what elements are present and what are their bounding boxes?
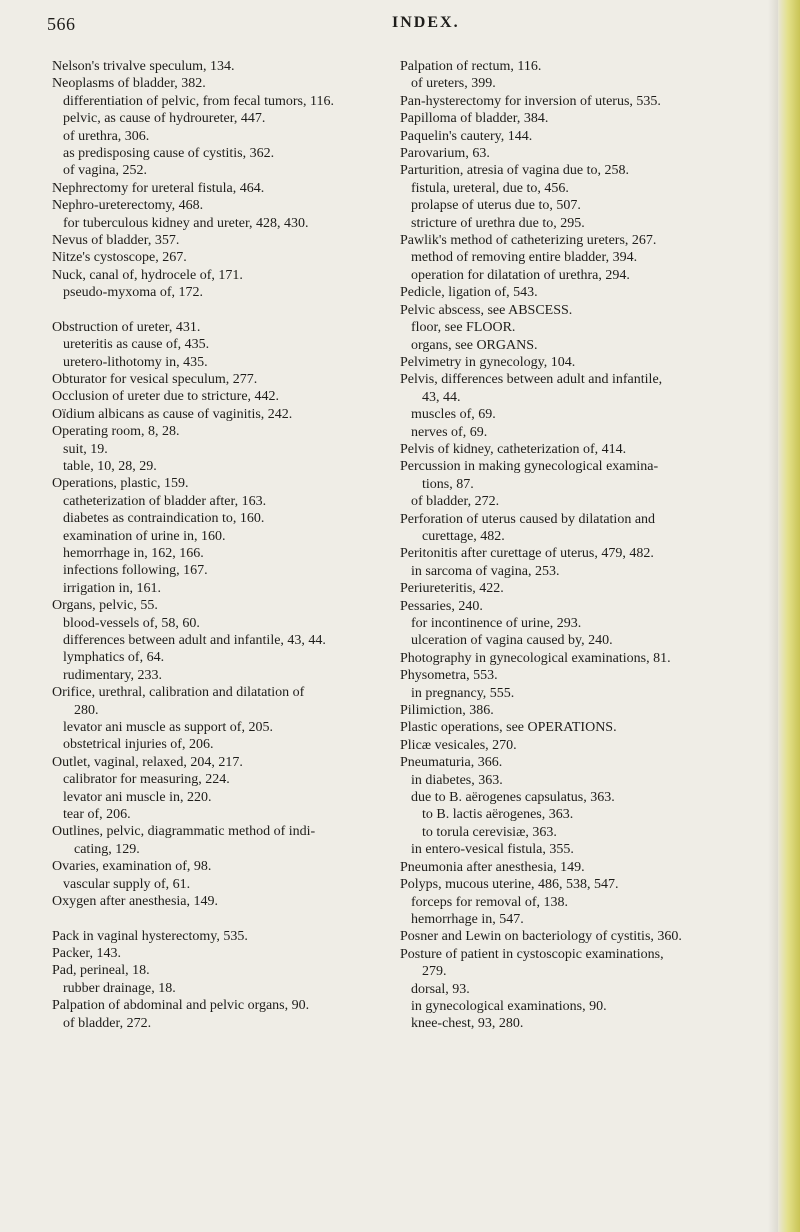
index-entry: organs, see ORGANS.: [411, 337, 538, 353]
index-entry: Pan-hysterectomy for inversion of uterus, 535.: [400, 93, 661, 109]
index-entry: Pneumaturia, 366.: [400, 755, 503, 771]
index-entry: Pilimiction, 386.: [400, 703, 494, 719]
index-entry: Pelvimetry in gynecology, 104.: [400, 354, 576, 370]
index-entry: in pregnancy, 555.: [411, 685, 515, 701]
index-entry: Obturator for vesical speculum, 277.: [52, 371, 258, 387]
index-entry: ureteritis as cause of, 435.: [63, 337, 210, 353]
index-entry: Paquelin's cautery, 144.: [400, 128, 533, 144]
index-entry: Physometra, 553.: [400, 668, 498, 684]
index-entry: 279.: [422, 964, 447, 980]
index-entry: hemorrhage in, 162, 166.: [63, 545, 204, 561]
index-entry: pseudo-myxoma of, 172.: [63, 285, 203, 301]
index-entry: in entero-vesical fistula, 355.: [411, 842, 574, 858]
index-entry: Pelvic abscess, see ABSCESS.: [400, 302, 573, 318]
index-entry: Ovaries, examination of, 98.: [52, 859, 212, 875]
index-entry: levator ani muscle in, 220.: [63, 789, 212, 805]
index-entry: due to B. aërogenes capsulatus, 363.: [411, 790, 615, 806]
index-entry: of urethra, 306.: [63, 128, 150, 144]
index-entry: Pack in vaginal hysterectomy, 535.: [52, 928, 248, 944]
index-entry: vascular supply of, 61.: [63, 876, 191, 892]
index-entry: Palpation of abdominal and pelvic organs, 90.: [52, 998, 310, 1014]
index-entry: for incontinence of urine, 293.: [411, 616, 582, 631]
index-entry: stricture of urethra due to, 295.: [411, 215, 585, 231]
index-entry: differences between adult and infantile, 43, 44.: [63, 633, 326, 648]
index-entry: Pessaries, 240.: [400, 598, 483, 614]
index-entry: examination of urine in, 160.: [63, 528, 226, 544]
index-entry: Posner and Lewin on bacteriology of cystitis, 360.: [400, 929, 682, 945]
index-entry: of bladder, 272.: [411, 494, 500, 510]
index-entry: knee-chest, 93, 280.: [411, 1016, 524, 1032]
index-entry: for tuberculous kidney and ureter, 428, 430.: [63, 215, 309, 231]
index-entry: hemorrhage in, 547.: [411, 911, 524, 927]
index-entry: nerves of, 69.: [411, 424, 488, 440]
index-entry: as predisposing cause of cystitis, 362.: [63, 146, 275, 162]
index-entry: Oxygen after anesthesia, 149.: [52, 894, 218, 910]
index-entry: Posture of patient in cystoscopic examinations,: [400, 946, 664, 962]
index-entry: Photography in gynecological examinations, 81.: [400, 650, 671, 666]
index-entry: Oïdium albicans as cause of vaginitis, 242.: [52, 406, 293, 422]
index-entry: Plicæ vesicales, 270.: [400, 737, 517, 753]
index-entry: Pneumonia after anesthesia, 149.: [400, 859, 585, 875]
index-entry: obstetrical injuries of, 206.: [63, 737, 214, 753]
index-entry: uretero-lithotomy in, 435.: [63, 354, 208, 370]
index-entry: Pad, perineal, 18.: [52, 963, 150, 979]
index-entry: Obstruction of ureter, 431.: [52, 319, 201, 335]
index-entry: prolapse of uterus due to, 507.: [411, 198, 581, 214]
index-entry: fistula, ureteral, due to, 456.: [411, 180, 569, 196]
index-entry: Nuck, canal of, hydrocele of, 171.: [52, 267, 243, 283]
index-entry: tear of, 206.: [63, 807, 131, 823]
index-entry: dorsal, 93.: [411, 981, 470, 997]
index-entry: muscles of, 69.: [411, 407, 496, 423]
index-entry: in diabetes, 363.: [411, 772, 503, 788]
index-entry: Neoplasms of bladder, 382.: [52, 76, 206, 92]
index-entry: Organs, pelvic, 55.: [52, 598, 158, 614]
index-entry: calibrator for measuring, 224.: [63, 772, 230, 788]
index-entry: of ureters, 399.: [411, 76, 496, 92]
index-entry: Parovarium, 63.: [400, 146, 490, 162]
index-entry: Pedicle, ligation of, 543.: [400, 285, 538, 301]
index-entry: Pelvis of kidney, catheterization of, 414.: [400, 441, 627, 457]
index-entry: of vagina, 252.: [63, 163, 147, 179]
index-entry: curettage, 482.: [422, 528, 505, 544]
index-entry: pelvic, as cause of hydroureter, 447.: [63, 111, 266, 127]
index-entry: differentiation of pelvic, from fecal tumors, 116.: [63, 93, 334, 109]
book-page-edge: [778, 0, 800, 1232]
index-entry: Periureteritis, 422.: [400, 581, 504, 597]
index-entry: Plastic operations, see OPERATIONS.: [400, 720, 617, 736]
running-title: INDEX.: [392, 14, 460, 31]
index-entry: Nevus of bladder, 357.: [52, 233, 180, 249]
index-entry: catheterization of bladder after, 163.: [63, 493, 267, 509]
index-entry: Percussion in making gynecological examina-: [400, 459, 659, 475]
index-column-right: [400, 58, 780, 1033]
index-entry: to torula cerevisiæ, 363.: [422, 824, 557, 840]
index-entry: rudimentary, 233.: [63, 667, 163, 683]
index-entry: tions, 87.: [422, 476, 474, 492]
index-entry: lymphatics of, 64.: [63, 650, 165, 666]
index-entry: Operations, plastic, 159.: [52, 476, 189, 492]
index-entry: blood-vessels of, 58, 60.: [63, 615, 200, 631]
index-entry: Packer, 143.: [52, 945, 122, 961]
index-entry: irrigation in, 161.: [63, 580, 161, 596]
index-entry: 43, 44.: [422, 389, 461, 405]
index-entry: Outlines, pelvic, diagrammatic method of indi-: [52, 824, 316, 840]
index-entry: ulceration of vagina caused by, 240.: [411, 633, 613, 649]
index-entry: Nelson's trivalve speculum, 134.: [52, 59, 235, 74]
index-entry: infections following, 167.: [63, 563, 208, 579]
index-entry: Perforation of uterus caused by dilatation and: [400, 511, 656, 527]
index-entry: diabetes as contraindication to, 160.: [63, 511, 265, 527]
index-entry: cating, 129.: [74, 841, 140, 857]
index-entry: method of removing entire bladder, 394.: [411, 250, 638, 266]
index-entry: Nitze's cystoscope, 267.: [52, 250, 187, 266]
index-entry: to B. lactis aërogenes, 363.: [422, 807, 574, 823]
index-entry: Nephro-ureterectomy, 468.: [52, 198, 204, 214]
index-entry: operation for dilatation of urethra, 294.: [411, 267, 630, 283]
index-entry: in sarcoma of vagina, 253.: [411, 563, 560, 579]
index-entry: floor, see FLOOR.: [411, 320, 516, 336]
index-entry: Nephrectomy for ureteral fistula, 464.: [52, 180, 265, 196]
index-entry: forceps for removal of, 138.: [411, 894, 569, 910]
index-entry: Orifice, urethral, calibration and dilatation of: [52, 685, 305, 701]
index-entry: levator ani muscle as support of, 205.: [63, 720, 273, 736]
index-entry: rubber drainage, 18.: [63, 980, 176, 996]
index-entry: Papilloma of bladder, 384.: [400, 111, 549, 127]
page-number: 566: [47, 14, 76, 34]
page-header: [0, 14, 800, 38]
index-entry: Polyps, mucous uterine, 486, 538, 547.: [400, 877, 619, 893]
index-entry: Operating room, 8, 28.: [52, 424, 180, 440]
index-entry: Pawlik's method of catheterizing ureters, 267.: [400, 233, 657, 249]
index-entry: 280.: [74, 702, 99, 718]
index-entry: in gynecological examinations, 90.: [411, 998, 607, 1014]
index-entry: Occlusion of ureter due to stricture, 442.: [52, 389, 280, 405]
index-entry: Palpation of rectum, 116.: [400, 59, 542, 74]
index-entry: Parturition, atresia of vagina due to, 258.: [400, 163, 629, 179]
index-entry: Pelvis, differences between adult and infantile,: [400, 372, 663, 388]
index-entry: suit, 19.: [63, 441, 108, 457]
index-column-left: [52, 58, 394, 1032]
index-entry: Peritonitis after curettage of uterus, 479, 482.: [400, 546, 654, 562]
index-entry: table, 10, 28, 29.: [63, 458, 157, 474]
index-entry: of bladder, 272.: [63, 1015, 152, 1031]
index-entry: Outlet, vaginal, relaxed, 204, 217.: [52, 754, 243, 770]
